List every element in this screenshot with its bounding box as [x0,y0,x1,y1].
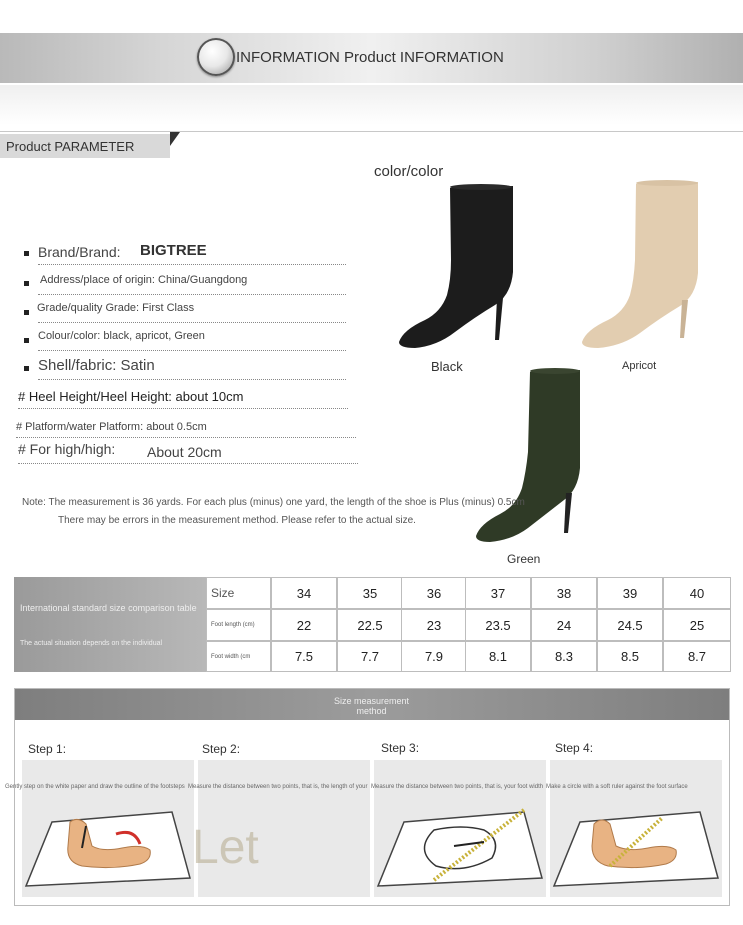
bullet-icon [24,251,29,256]
circle-emblem-icon [197,38,235,76]
foot-width-cell: 7.9 [401,641,467,672]
foot-width-cell: 7.7 [337,641,403,672]
step-3-title: Step 3: [381,741,420,755]
color-heading: color/color [374,163,444,180]
foot-width-cell: 8.7 [663,641,731,672]
foot-length-cell: 22.5 [337,609,403,641]
header-title: INFORMATION Product INFORMATION [236,49,504,66]
step-1-caption: Gently step on the white paper and draw the outline of the footsteps [5,784,185,790]
size-cell: 40 [663,577,731,609]
note-line-2: There may be errors in the measurement method. Please refer to the actual size. [58,515,416,526]
step-4-caption: Make a circle with a soft ruler against the foot surface [546,784,688,790]
divider [0,131,743,132]
watermark-text: Let [192,821,259,874]
dotted-divider [38,264,346,265]
measurement-title [0,696,743,716]
foot-length-cell: 23.5 [465,609,531,641]
foot-width-cell: 8.3 [531,641,597,672]
high-value: About 20cm [147,444,222,460]
brand-value: BIGTREE [140,242,207,259]
row-label-foot-length: Foot length (cm) [206,609,271,641]
row-label-foot-width: Foot width (cm [206,641,271,672]
dotted-divider [38,322,346,323]
bullet-icon [24,281,29,286]
foot-length-cell: 22 [271,609,337,641]
foot-length-cell: 24.5 [597,609,663,641]
foot-circumference-illustration [550,800,722,890]
dotted-divider [38,294,346,295]
brand-label: Brand/Brand: [38,244,121,260]
size-table-note: The actual situation depends on the individual [20,640,163,647]
foot-width-cell: 8.5 [597,641,663,672]
shoe-label-green: Green [507,552,541,566]
bullet-icon [24,366,29,371]
foot-width-illustration [374,800,546,890]
apricot-boot-image [576,178,706,353]
size-cell: 37 [465,577,531,609]
size-cell: 38 [531,577,597,609]
measurement-title-text: Size measurement method [333,696,410,716]
grade-spec: Grade/quality Grade: First Class [37,302,195,314]
step-3-caption: Measure the distance between two points, that is, your foot width [371,784,544,790]
dotted-divider [18,463,358,464]
bullet-icon [24,310,29,315]
dotted-divider [16,437,356,438]
size-table-header-panel [14,577,206,672]
colour-spec: Colour/color: black, apricot, Green [38,330,205,342]
step-1-title: Step 1: [28,742,67,756]
size-table-title: International standard size comparison table [20,603,197,613]
size-cell: 35 [337,577,403,609]
tab-corner-icon [170,132,180,146]
dotted-divider [38,379,346,380]
size-cell: 36 [401,577,467,609]
origin-spec: Address/place of origin: China/Guangdong [40,274,248,286]
size-cell: 34 [271,577,337,609]
black-boot-image [395,180,525,350]
foot-outline-illustration [22,800,194,890]
foot-length-cell: 23 [401,609,467,641]
step-2-caption: Measure the distance between two points, that is, the length of your [188,784,368,790]
row-label-size: Size [206,577,271,609]
param-tab-label: Product PARAMETER [6,139,135,154]
step-4-title: Step 4: [555,741,594,755]
foot-length-cell: 25 [663,609,731,641]
green-boot-image [472,368,592,548]
high-label: # For high/high: [18,441,116,457]
bullet-icon [24,338,29,343]
shoe-label-black: Black [431,359,463,374]
header-reflection [0,85,743,125]
heel-spec: # Heel Height/Heel Height: about 10cm [18,389,244,404]
foot-width-cell: 8.1 [465,641,531,672]
shoe-label-apricot: Apricot [622,360,657,372]
step-2-title: Step 2: [202,742,241,756]
size-cell: 39 [597,577,663,609]
note-line-1: Note: The measurement is 36 yards. For each plus (minus) one yard, the length of the shoe is Plus (minus) 0.5cm [22,497,525,508]
platform-spec: # Platform/water Platform: about 0.5cm [16,421,207,433]
foot-width-cell: 7.5 [271,641,337,672]
shell-spec: Shell/fabric: Satin [38,357,155,374]
foot-length-cell: 24 [531,609,597,641]
dotted-divider [38,350,346,351]
dotted-divider [18,408,348,409]
